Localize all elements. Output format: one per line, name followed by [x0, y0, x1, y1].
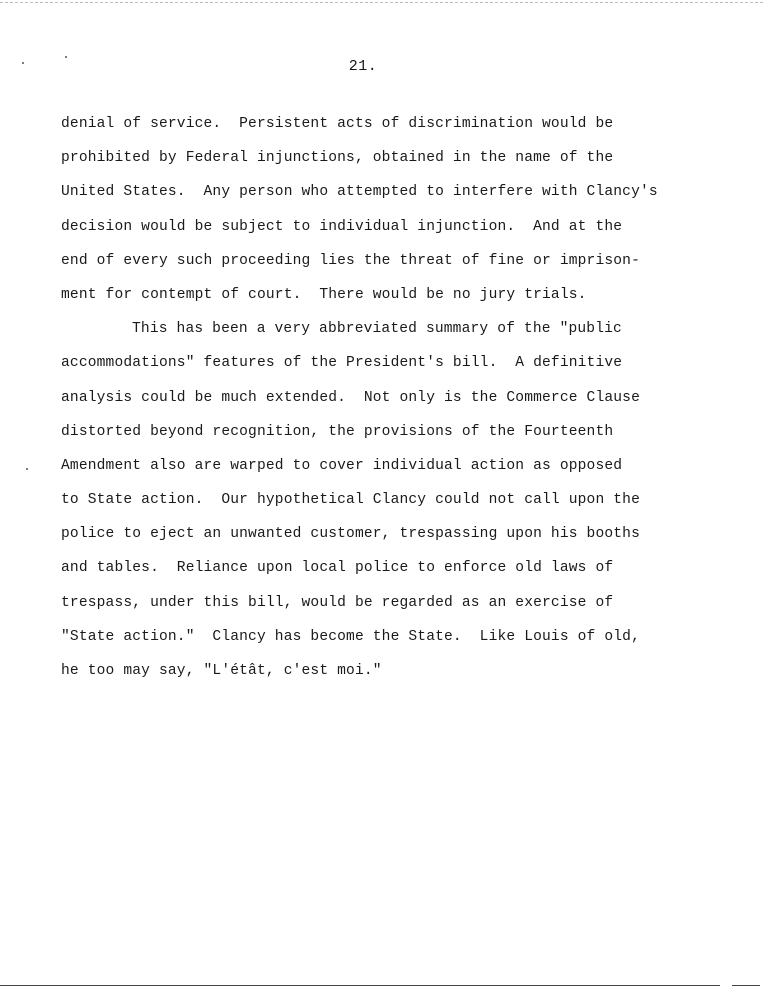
text-line: This has been a very abbreviated summary of the "public: [132, 321, 622, 338]
text-line: accommodations" features of the President's bill. A definitive: [61, 355, 623, 372]
text-line: trespass, under this bill, would be regarded as an exercise of: [61, 594, 614, 611]
text-line: "State action." Clancy has become the State. Like Louis of old,: [61, 628, 640, 645]
text-line: end of every such proceeding lies the threat of fine or imprison-: [61, 252, 640, 269]
page-number: 21.: [348, 58, 378, 75]
document-body: [61, 113, 701, 694]
bottom-edge-line-short: [732, 985, 760, 986]
text-line: ment for contempt of court. There would be no jury trials.: [61, 286, 587, 303]
paragraph-2: [61, 318, 701, 694]
text-line: and tables. Reliance upon local police to enforce old laws of: [61, 560, 614, 577]
text-line: decision would be subject to individual injunction. And at the: [61, 218, 623, 235]
text-line: to State action. Our hypothetical Clancy could not call upon the: [61, 492, 640, 509]
text-line: police to eject an unwanted customer, trespassing upon his booths: [61, 526, 640, 543]
text-line: United States. Any person who attempted to interfere with Clancy's: [61, 184, 658, 201]
text-line: he too may say, "L'étât, c'est moi.": [61, 663, 382, 679]
scan-speck: [26, 468, 28, 470]
text-line: analysis could be much extended. Not only is the Commerce Clause: [61, 389, 640, 406]
text-line: distorted beyond recognition, the provisions of the Fourteenth: [61, 423, 614, 440]
text-line: Amendment also are warped to cover individual action as opposed: [61, 457, 623, 474]
text-line: prohibited by Federal injunctions, obtained in the name of the: [61, 150, 614, 167]
paragraph-1: [61, 113, 701, 318]
text-line: denial of service. Persistent acts of discrimination would be: [61, 116, 614, 132]
top-edge-line: [0, 2, 763, 3]
bottom-edge-line: [0, 985, 720, 986]
